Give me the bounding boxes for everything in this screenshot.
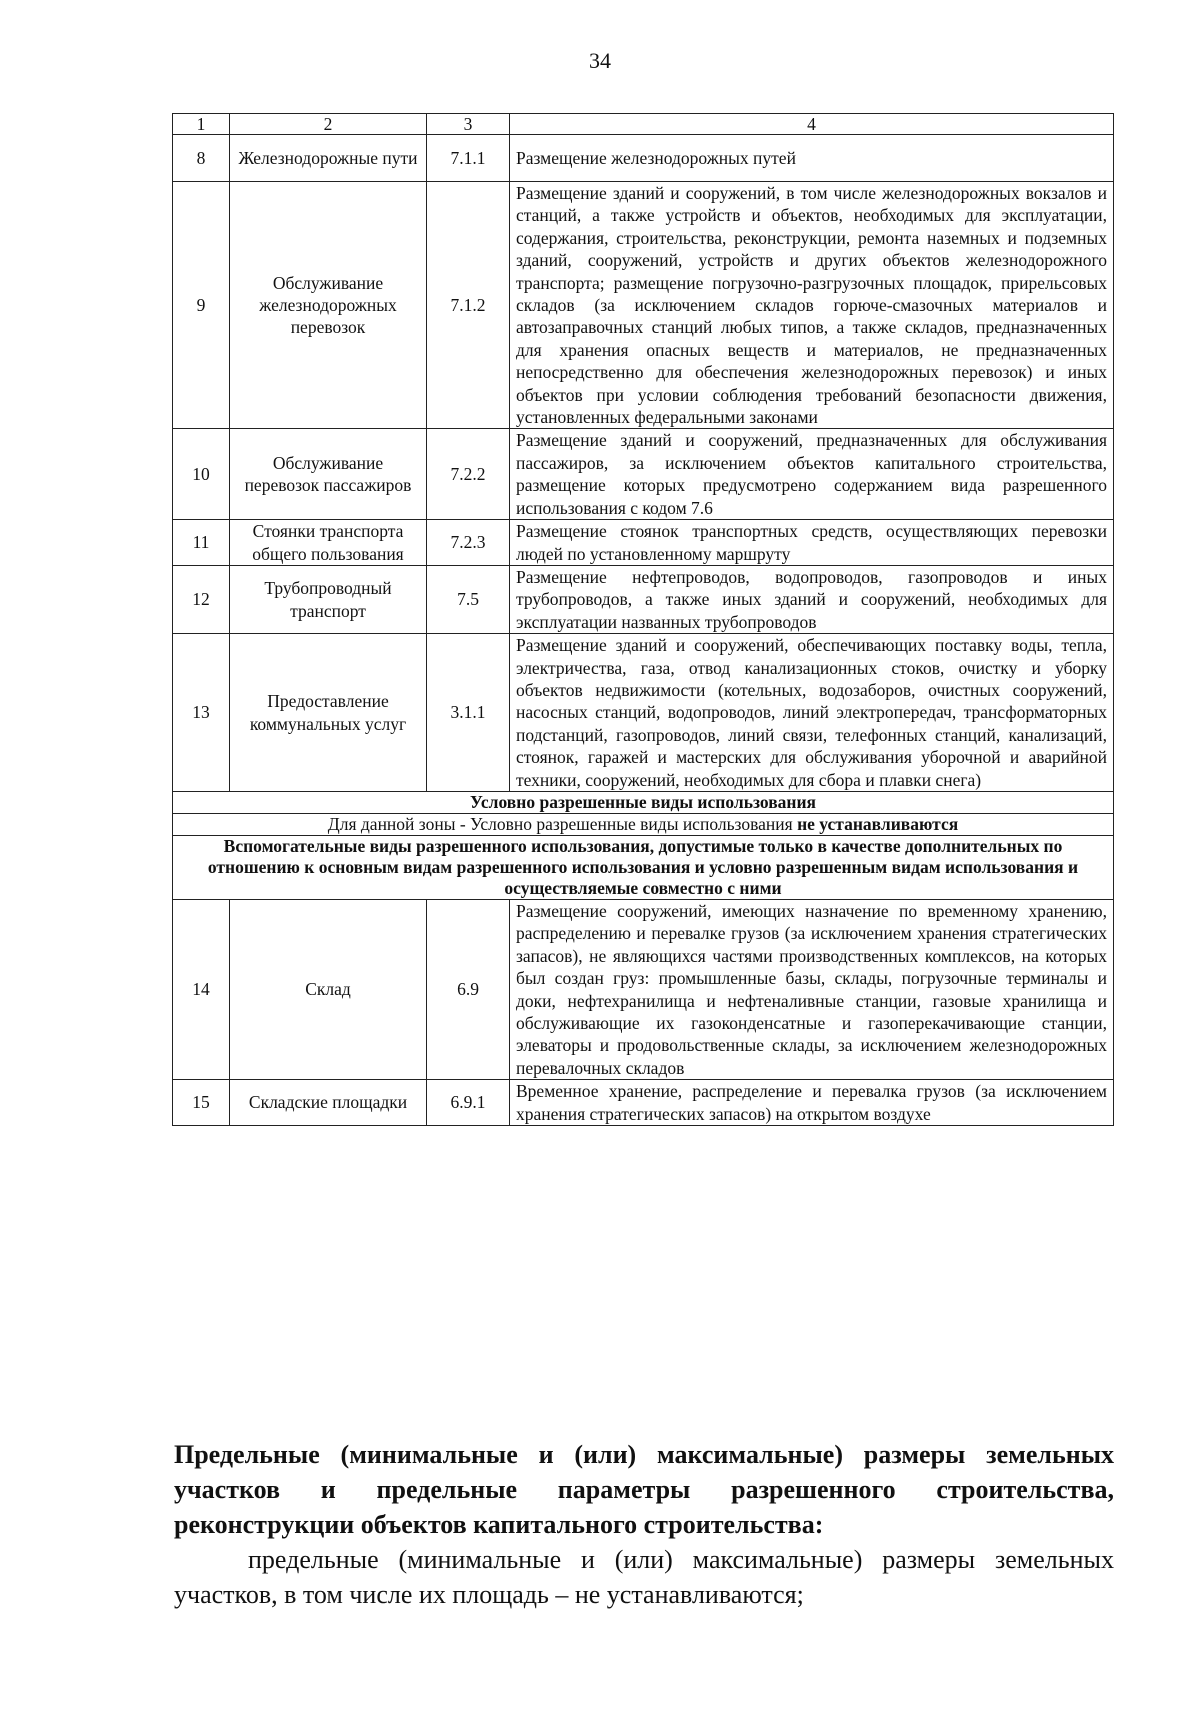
table-row: [173, 429, 1114, 520]
header-cell-4: 4: [510, 114, 1114, 135]
note-bold-text: не устанавливаются: [797, 813, 959, 834]
header-cell-2: 2: [230, 114, 427, 135]
land-use-table: [172, 113, 1114, 1126]
use-name: Железнодорожные пути: [230, 135, 427, 182]
row-number: 9: [173, 182, 230, 429]
note-text: Для данной зоны - Условно разрешенные виды использования: [327, 813, 798, 834]
page-number: 34: [589, 48, 611, 73]
use-name: Обслуживание перевозок пассажиров: [230, 429, 427, 520]
use-name: Склад: [230, 899, 427, 1079]
use-code: 7.1.2: [427, 182, 510, 429]
section-row: [173, 791, 1114, 813]
use-code: 6.9.1: [427, 1080, 510, 1126]
use-code: 3.1.1: [427, 634, 510, 792]
use-code: 7.2.3: [427, 520, 510, 566]
use-code: 7.5: [427, 565, 510, 633]
use-description: Размещение стоянок транспортных средств, осуществляющих перевозки людей по установленному маршруту: [510, 520, 1114, 566]
row-number: 11: [173, 520, 230, 566]
section-row: [173, 835, 1114, 899]
use-description: Размещение сооружений, имеющих назначение по временному хранению, распределению и перевалке грузов (за исключением хранения стратегических запасов), не являющихся частями производственных комплексов, на которых был создан груз: промышленные базы, склады, погрузочные терминалы и доки, нефтехранилища и нефтеналивные станции, газовые хранилища и обслуживающие их газоконденсатные и газоперекачивающие станции, элеваторы и продовольственные склады, за исключением железнодорожных перевалочных складов: [510, 899, 1114, 1079]
use-description: Размещение зданий и сооружений, предназначенных для обслуживания пассажиров, за исключением объектов капитального строительства, размещение которых предусмотрено содержанием вида разрешенного использования с кодом 7.6: [510, 429, 1114, 520]
limits-section: [174, 1437, 1114, 1612]
use-description: Размещение железнодорожных путей: [510, 135, 1114, 182]
limits-paragraph: предельные (минимальные и (или) максимальные) размеры земельных участков, в том числе их площадь – не устанавливаются;: [174, 1545, 1114, 1609]
table-row: [173, 634, 1114, 792]
table-row: [173, 565, 1114, 633]
use-description: Размещение зданий и сооружений, обеспечивающих поставку воды, тепла, электричества, газа, отвод канализационных стоков, очистку и уборку объектов недвижимости (котельных, водозаборов, очистных сооружений, насосных станций, водопроводов, линий электропередач, трансформаторных подстанций, газопроводов, линий связи, телефонных станций, канализаций, стоянок, гаражей и мастерских для обслуживания уборочной и аварийной техники, сооружений, необходимых для сбора и плавки снега): [510, 634, 1114, 792]
use-description: Временное хранение, распределение и перевалка грузов (за исключением хранения стратегических запасов) на открытом воздухе: [510, 1080, 1114, 1126]
table-row: [173, 182, 1114, 429]
use-description: Размещение нефтепроводов, водопроводов, газопроводов и иных трубопроводов, а также иных зданий и сооружений, необходимых для эксплуатации названных трубопроводов: [510, 565, 1114, 633]
use-name: Предоставление коммунальных услуг: [230, 634, 427, 792]
section-conditional-note: [173, 813, 1114, 835]
use-code: 7.2.2: [427, 429, 510, 520]
use-code: 6.9: [427, 899, 510, 1079]
use-name: Стоянки транспорта общего пользования: [230, 520, 427, 566]
row-number: 12: [173, 565, 230, 633]
section-note-row: [173, 813, 1114, 835]
use-name: Трубопроводный транспорт: [230, 565, 427, 633]
row-number: 13: [173, 634, 230, 792]
section-auxiliary-title: Вспомогательные виды разрешенного использования, допустимые только в качестве дополнительных по отношению к основным видам разрешенного использования и условно разрешенным видам использования и осуществляемые совместно с ними: [173, 835, 1114, 899]
table-row: [173, 1080, 1114, 1126]
use-description: Размещение зданий и сооружений, в том числе железнодорожных вокзалов и станций, а также устройств и объектов, необходимых для эксплуатации, содержания, строительства, реконструкции, ремонта наземных и подземных зданий, сооружений, устройств и других объектов железнодорожного транспорта; размещение погрузочно-разгрузочных площадок, прирельсовых складов (за исключением складов горюче-смазочных материалов и автозаправочных станций любых типов, а также складов, предназначенных для хранения опасных веществ и материалов, не предназначенных непосредственно для обеспечения железнодорожных перевозок) и иных объектов при условии соблюдения требований безопасности движения, установленных федеральными законами: [510, 182, 1114, 429]
table-row: [173, 899, 1114, 1079]
limits-heading: Предельные (минимальные и (или) максимальные) размеры земельных участков и предельные параметры разрешенного строительства, реконструкции объектов капитального строительства:: [174, 1440, 1114, 1539]
header-cell-1: 1: [173, 114, 230, 135]
header-cell-3: 3: [427, 114, 510, 135]
table-header-row: [173, 114, 1114, 135]
row-number: 14: [173, 899, 230, 1079]
use-name: Обслуживание железнодорожных перевозок: [230, 182, 427, 429]
row-number: 8: [173, 135, 230, 182]
table-row: [173, 520, 1114, 566]
use-code: 7.1.1: [427, 135, 510, 182]
row-number: 15: [173, 1080, 230, 1126]
row-number: 10: [173, 429, 230, 520]
table-row: [173, 135, 1114, 182]
section-conditional-title: Условно разрешенные виды использования: [173, 791, 1114, 813]
use-name: Складские площадки: [230, 1080, 427, 1126]
